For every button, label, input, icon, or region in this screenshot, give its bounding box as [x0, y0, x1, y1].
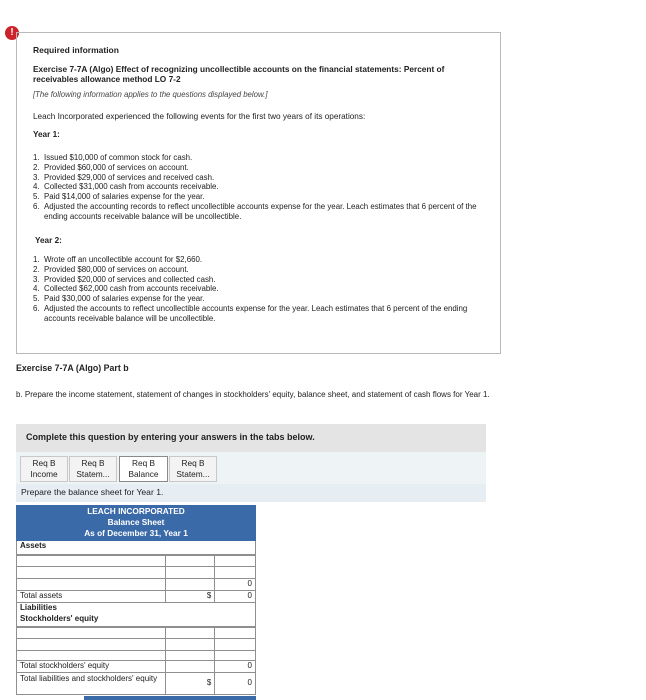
total-equity-label: Total stockholders' equity [17, 661, 166, 672]
table-row [16, 639, 256, 651]
tab-req-b-statement-cash[interactable]: Req B Statem... [169, 456, 217, 482]
intro-text: Leach Incorporated experienced the following events for the first two years of its operations: [33, 112, 366, 121]
equity-label-input[interactable] [17, 651, 166, 660]
equity-amount-input[interactable] [166, 628, 216, 638]
balance-sheet-table [16, 505, 256, 700]
table-bottom-bar [84, 696, 256, 700]
total-assets-top-value: 0 [247, 579, 252, 588]
company-name: LEACH INCORPORATED [87, 506, 185, 516]
asset-amount-input[interactable] [166, 556, 216, 566]
list-item: 3. Provided $29,000 of services and received cash. [33, 172, 215, 182]
equity-amount-input[interactable] [166, 639, 216, 650]
required-information-panel [16, 32, 501, 354]
year1-label: Year 1: [33, 130, 60, 139]
part-title: Exercise 7-7A (Algo) Part b [16, 363, 129, 373]
year2-events-list [33, 255, 483, 324]
total-assets-value: 0 [247, 591, 252, 600]
list-item: 4. Collected $31,000 cash from accounts receivable. [33, 182, 219, 192]
part-description: b. Prepare the income statement, statement of changes in stockholders' equity, balance sheet, and statement of cash flows for Year 1. [16, 390, 490, 399]
total-assets-label: Total assets [17, 591, 166, 602]
equity-amount-input[interactable] [166, 651, 216, 660]
asset-amount-input[interactable] [166, 579, 216, 590]
total-equity-value: 0 [247, 661, 252, 670]
asset-label-input[interactable] [17, 556, 166, 566]
equity-label-input[interactable] [17, 639, 166, 650]
equity-heading: Stockholders' equity [16, 614, 256, 627]
statement-title: Balance Sheet [107, 517, 165, 527]
instruction-text: Prepare the balance sheet for Year 1. [21, 487, 164, 497]
list-item: 2. Provided $60,000 of services on account. [33, 162, 189, 172]
list-item: 5. Paid $30,000 of salaries expense for the year. [33, 294, 205, 304]
total-assets-row [16, 591, 256, 603]
panel-heading: Required information [33, 45, 119, 55]
total-liabilities-equity-row [16, 673, 256, 695]
balance-sheet-header [16, 505, 256, 541]
tab-req-b-balance[interactable]: Req B Balance [119, 456, 168, 482]
table-row [16, 567, 256, 579]
list-item: 4. Collected $62,000 cash from accounts receivable. [33, 284, 219, 294]
instruction-bar [16, 484, 486, 502]
total-equity-row [16, 661, 256, 673]
tab-req-b-statement-equity[interactable]: Req B Statem... [69, 456, 117, 482]
tab-bar [16, 452, 486, 484]
list-item: 1. Issued $10,000 of common stock for cash. [33, 153, 193, 162]
table-row [16, 651, 256, 661]
list-item: 2. Provided $80,000 of services on account. [33, 264, 189, 274]
instructions-text: Complete this question by entering your answers in the tabs below. [26, 432, 315, 442]
asset-label-input[interactable] [17, 579, 166, 590]
year1-events-list [33, 153, 483, 222]
table-row [16, 579, 256, 591]
list-item: 3. Provided $20,000 of services and collected cash. [33, 274, 216, 284]
asset-label-input[interactable] [17, 567, 166, 578]
list-item: 5. Paid $14,000 of salaries expense for the year. [33, 192, 205, 202]
list-item: 6. Adjusted the accounts to reflect uncollectible accounts expense for the year. Leach estimates that 6 percent of the ending accounts receivable balance will be uncollectible. [33, 303, 468, 323]
asset-amount-input[interactable] [166, 567, 216, 578]
exercise-title: Exercise 7-7A (Algo) Effect of recognizing uncollectible accounts on the financial statements: Percent of receivables allowance method LO 7-2 [33, 64, 445, 84]
liabilities-heading: Liabilities [16, 603, 256, 614]
total-liabilities-equity-dollar: $ [166, 673, 216, 694]
list-item: 6. Adjusted the accounting records to reflect uncollectible accounts expense for the year. Leach estimates that 6 percent of the ending accounts receivable balance will be uncollectible. [33, 201, 477, 221]
instructions-band [16, 424, 486, 452]
note-text: [The following information applies to the questions displayed below.] [33, 90, 268, 99]
table-row [16, 555, 256, 567]
total-liabilities-equity-value: 0 [247, 678, 252, 687]
assets-heading: Assets [16, 541, 256, 555]
year2-label: Year 2: [35, 236, 62, 245]
statement-date: As of December 31, Year 1 [84, 528, 188, 538]
equity-label-input[interactable] [17, 628, 166, 638]
total-assets-dollar: $ [166, 591, 216, 602]
total-liabilities-equity-label: Total liabilities and stockholders' equity [17, 673, 166, 694]
table-row [16, 627, 256, 639]
tab-req-b-income[interactable]: Req B Income [20, 456, 68, 482]
list-item: 1. Wrote off an uncollectible account for $2,660. [33, 255, 203, 264]
alert-icon: ! [5, 26, 19, 40]
